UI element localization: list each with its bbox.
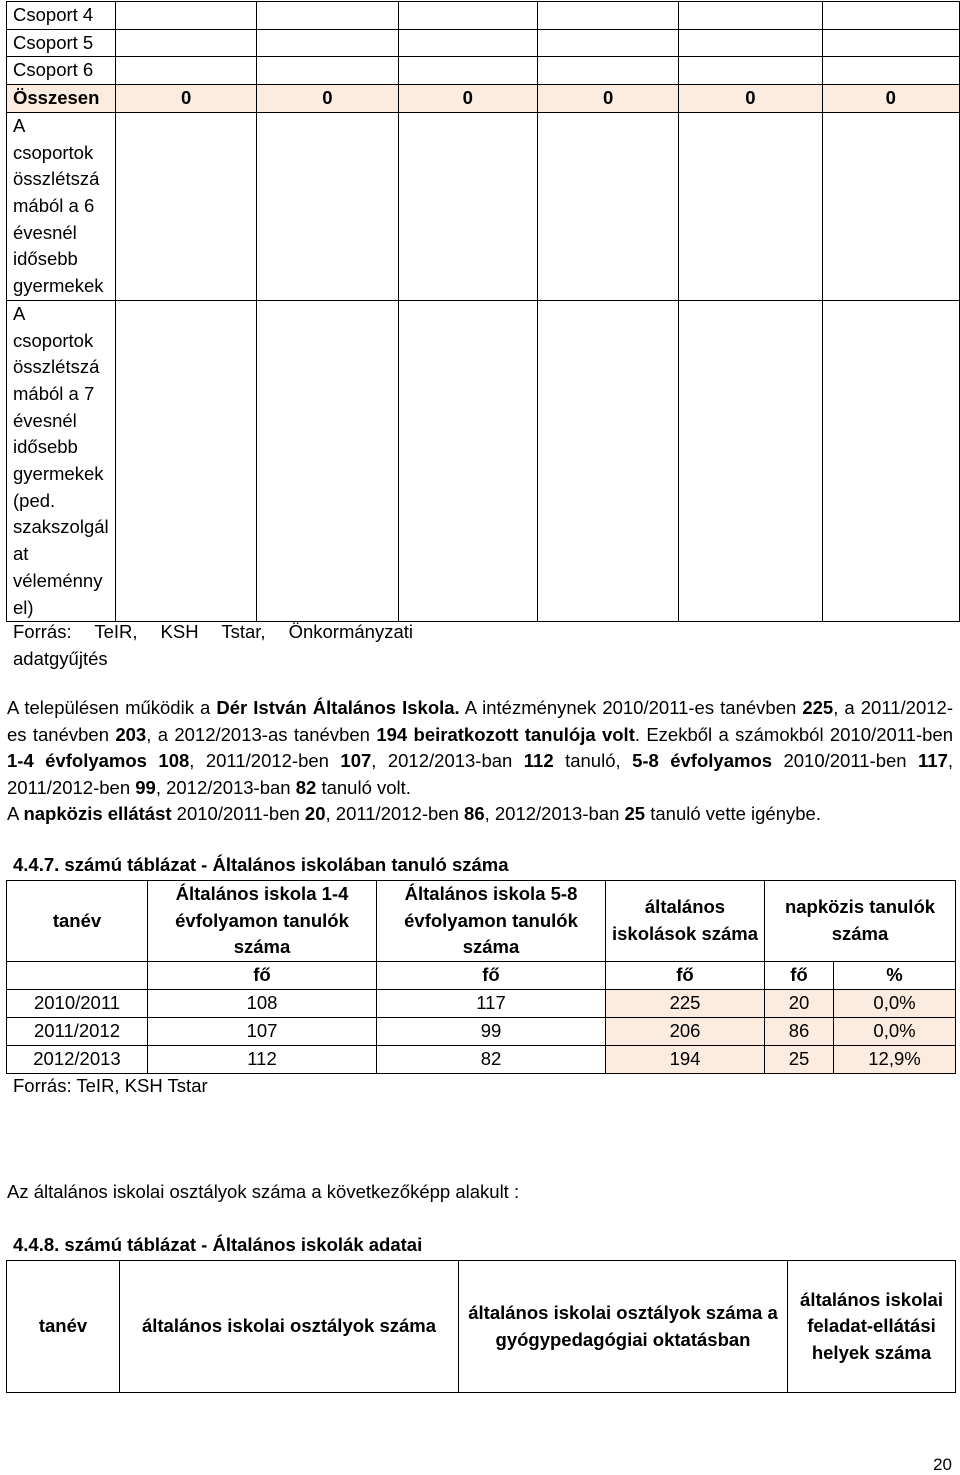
- cell: 86: [765, 1017, 834, 1045]
- header-cell: tanév: [7, 881, 148, 962]
- sum-value: 0: [257, 85, 398, 113]
- cell: 108: [148, 989, 377, 1017]
- cell: 99: [377, 1017, 606, 1045]
- cell: 25: [765, 1045, 834, 1073]
- cell: 206: [606, 1017, 765, 1045]
- header-cell: általános iskolai osztályok száma: [120, 1261, 459, 1393]
- sum-value: 0: [115, 85, 256, 113]
- unit-cell: fő: [765, 961, 834, 989]
- table3-caption: 4.4.8. számú táblázat - Általános iskolák adatai: [13, 1234, 423, 1255]
- cell: 194: [606, 1045, 765, 1073]
- sum-value: 0: [537, 85, 678, 113]
- cell: 117: [377, 989, 606, 1017]
- schools-table: [6, 1260, 956, 1393]
- cell: 112: [148, 1045, 377, 1073]
- header-cell: általános iskolások száma: [606, 881, 765, 962]
- header-cell: Általános iskola 5-8 évfolyamon tanulók száma: [377, 881, 606, 962]
- cell: 225: [606, 989, 765, 1017]
- daycare-paragraph: A napközis ellátást 2010/2011-ben 20, 2011/2012-ben 86, 2012/2013-ban 25 tanuló vette igénybe.: [7, 803, 821, 824]
- classes-intro: Az általános iskolai osztályok száma a következőképp alakult :: [7, 1181, 520, 1202]
- table1-source: Forrás: TeIR, KSH Tstar, Önkormányzati adatgyűjtés: [13, 621, 413, 669]
- students-table: [6, 880, 956, 1074]
- cell: 2010/2011: [7, 989, 148, 1017]
- cell: 0,0%: [834, 989, 956, 1017]
- table-row: [7, 989, 956, 1017]
- table-row: [7, 1017, 956, 1045]
- row-label: Csoport 5: [7, 29, 116, 57]
- sum-value: 0: [822, 85, 959, 113]
- unit-cell: %: [834, 961, 956, 989]
- row-label-7yo: A csoportok összlétszá mából a 7 évesnél idősebb gyermekek (ped. szakszolgál at véleménny el): [7, 300, 116, 621]
- sum-value: 0: [398, 85, 537, 113]
- group-table: [6, 1, 960, 622]
- table2-caption: 4.4.7. számú táblázat - Általános iskolában tanuló száma: [13, 854, 509, 875]
- page-number: 20: [933, 1455, 952, 1474]
- cell: 2012/2013: [7, 1045, 148, 1073]
- header-cell: általános iskolai feladat-ellátási helyek száma: [788, 1261, 956, 1393]
- table-row: [7, 1045, 956, 1073]
- school-paragraph: A településen működik a Dér István Általános Iskola. A intézménynek 2010/2011-es tanévben 225, a 2011/2012-es tanévben 203, a 2012/2013-as tanévben 194 beiratkozott tanulója volt. Ezekből a számokból 2010/2011-ben 1-4 évfolyamos 108, 2011/2012-ben 107, 2012/2013-ban 112 tanuló, 5-8 évfolyamos 2010/2011-ben 117, 2011/2012-ben 99, 2012/2013-ban 82 tanuló volt.: [7, 697, 954, 798]
- cell: 82: [377, 1045, 606, 1073]
- row-label: Csoport 6: [7, 57, 116, 85]
- row-label-6yo: A csoportok összlétszá mából a 6 évesnél idősebb gyermekek: [7, 112, 116, 300]
- table2-source: Forrás: TeIR, KSH Tstar: [13, 1075, 208, 1096]
- unit-cell: fő: [377, 961, 606, 989]
- header-cell: napközis tanulók száma: [765, 881, 956, 962]
- unit-cell: fő: [148, 961, 377, 989]
- row-label: Csoport 4: [7, 2, 116, 30]
- cell: 12,9%: [834, 1045, 956, 1073]
- cell: 2011/2012: [7, 1017, 148, 1045]
- sum-value: 0: [679, 85, 822, 113]
- header-cell: általános iskolai osztályok száma a gyógypedagógiai oktatásban: [459, 1261, 788, 1393]
- header-cell: tanév: [7, 1261, 120, 1393]
- cell: 0,0%: [834, 1017, 956, 1045]
- sum-label: Összesen: [7, 85, 116, 113]
- cell: 20: [765, 989, 834, 1017]
- cell: 107: [148, 1017, 377, 1045]
- header-cell: Általános iskola 1-4 évfolyamon tanulók száma: [148, 881, 377, 962]
- unit-cell: fő: [606, 961, 765, 989]
